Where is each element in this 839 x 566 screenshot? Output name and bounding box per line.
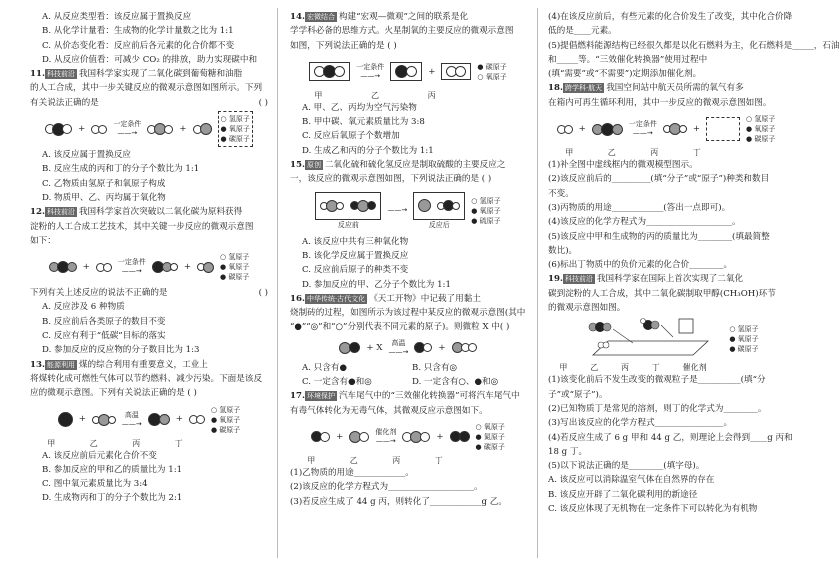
sub-question: A. 该反应可以消除温室气体在自然界的存在 [548,475,715,486]
option: D. 生成物丙和丁的分子个数比为 2:1 [42,493,183,504]
question-text [30,96,268,110]
question-text: 淀粉的人工合成工艺技术，其中关键一步反应的微观示意图 [30,221,254,232]
sub-question: (5)以下说法正确的是________(填字母)。 [548,461,705,472]
arrow-label: 高温 [391,338,406,347]
reaction-arrow: 一定条件 ——→ [356,62,385,80]
question-text: 的微观示意图如图。 [548,303,626,314]
arrow-label: 高温 [124,410,139,419]
atom-legend [746,114,775,144]
sub-question: (5)提倡燃料能源结构已经很久都是以化石燃料为主，化石燃料是_____，石油 [548,40,839,51]
molecule-water [92,414,116,426]
label: 甲 [559,363,568,373]
option: B. 参加反应的甲和乙的质量比为 1:1 [42,464,183,475]
molecule-ding [450,431,470,442]
reaction-diagram: + 一定条件 ——→ + ○ 氢原子 ● 氧原子 ● 碳原子 [548,110,784,148]
question-11 [30,67,268,81]
question-17 [290,389,526,403]
question-tag: 跨学科·航天 [564,84,603,93]
molecule-yi [91,125,107,134]
label: 乙 [89,438,98,448]
atom-legend [471,196,500,226]
legend-item: ● 氧原子 [729,335,759,344]
molecule-bing [147,123,173,135]
question-text: 烧制砖的过程，如图所示为该过程中某反应的微观示意图(其中 [290,308,526,319]
legend-item: ● 硫原子 [471,216,501,225]
reaction-diagram: + 一定条件 ——→ + ○ 氢原子 ● 氧原子 ● 碳原子 [30,248,268,286]
legend-item: ● 氧原子 [210,415,241,424]
option: C. 乙物质由氢原子和氧原子构成 [42,178,166,189]
option: A. 只含有● [302,362,347,373]
question-stem: 下列有关上述反应的说法不正确的是 [30,288,168,299]
legend-item: ○ 氢原子 [220,253,250,262]
molecule-ding [193,123,212,135]
question-text: 应的微观示意图。下列有关说法正确的是 ( ) [30,388,197,399]
box-caption: 反应前 [337,220,359,229]
molecule-labels [290,456,460,466]
atom-legend [218,111,253,147]
label: 丙 [427,90,436,100]
question-text: 碳到淀粉的人工合成，其中二氧化碳制取甲醇(CH₃OH)环节 [548,288,776,299]
answer-paren: ( ) [258,97,268,108]
sub-question: (1)乙物质的用途____________。 [290,467,414,478]
sub-question: (6)标出丁物质中的负价元素的化合价________。 [548,260,733,271]
legend-item: ○ 氢原子 [729,325,759,334]
atom-legend [477,62,506,82]
sub-question: (4)在该反应前后，有些元素的化合价发生了改变，其中化合价降 [548,12,793,22]
label: 丁 [434,455,443,465]
molecule-h2 [189,415,205,424]
sub-question: (4)该反应的化学方程式为____________________。 [548,217,741,228]
arrow-label: 一定条件 [628,120,657,129]
question-text: 我国空间站中航天员所需的氧气有多 [606,83,744,94]
sub-question: (3)丙物质的用途____________(答出一点即可)。 [548,202,731,213]
question-number: 11. [30,69,45,80]
legend-item: ○ 氧原子 [477,72,507,81]
question-text: 将煤转化成可燃性气体可以节约燃料、减少污染。下面是该反 [30,373,263,384]
question-stem: 有关说法正确的是 [30,97,99,108]
reaction-diagram: + 一定条件 ——→ + ○ 氢原子 ● 氧原子 ● 碳原子 [30,110,268,148]
option: A. 该反应属于置换反应 [42,150,132,161]
question-text: 我国科学家实现了二氧化碳到葡萄糖和油脂 [78,69,243,80]
question-text: 学学科必备的思维方式。火星制氧的主要反应的微观示意图 [290,26,514,37]
option: C. 一定含有●和◎ [302,377,372,388]
sub-question: B. 该反应开辟了二氧化碳利用的新途径 [548,489,698,500]
molecule-jia [557,125,573,134]
question-tag: 宏微结合 [306,13,335,21]
molecule-jia [311,431,330,442]
question-text: 如下： [30,235,56,246]
molecule-labels [548,148,718,158]
label: 丁 [692,148,701,158]
molecule-yi [349,431,369,443]
reaction-diagram [548,315,784,363]
molecule [452,342,477,353]
legend-item: ● 氧原子 [471,206,501,215]
question-16 [290,292,526,306]
question-text: 有毒气体转化为无毒气体，其微观反应示意图如下。 [290,405,488,416]
atom-legend [729,324,758,354]
label: 甲 [565,148,574,158]
question-12 [30,205,268,219]
molecule-yi [592,123,623,136]
legend-item: ● 碳原子 [746,135,776,144]
sub-question: (2)该反应前后的_________(填“分子”或“原子”)种类和数目 [548,174,770,185]
molecule-co2 [49,261,77,273]
sub-question: (5)该反应中甲和生成物的丙的质量比为________(填最简整 [548,231,770,242]
catalyst-label: 催化剂 [682,363,707,373]
question-text: 在箱内可再生循环利用，其中一步反应的微观示意图如图。 [548,97,772,108]
molecule-labels [290,91,460,101]
legend-item: ● 碳原子 [210,425,241,434]
label: 乙 [349,455,358,465]
label: 甲 [47,438,56,448]
option: D. 参加反应的反应物的分子数目比为 1:3 [42,345,200,356]
question-13 [30,358,268,372]
sub-question: (2)该反应的化学方程式为____________________。 [290,482,483,493]
question-text: 汽车尾气中的“三效催化转换器”可将汽车尾气中 [338,391,520,402]
answer-paren: ( ) [258,288,268,299]
label: 丁 [651,363,660,373]
question-text [30,286,268,300]
molecule [414,342,432,353]
column-middle [290,10,526,509]
reaction-diagram: + X 高温 ——→ + [290,335,526,361]
sub-question: 子”或“原子”)。 [548,389,608,400]
question-text: 我国科学家在国际上首次实现了二氧化 [596,274,744,285]
sub-question: C. 该反应体现了无机物在一定条件下可以转化为有机物 [548,504,758,515]
question-number: 12. [30,207,45,218]
label: 丁 [174,438,183,448]
arrow-label: 一定条件 [113,120,142,129]
question-text: 的人工合成，其中一步关键反应的微观示意图如图所示。下列 [30,83,263,94]
sub-question: (1)补全图中虚线框内的微观模型图示。 [548,160,698,171]
question-number: 18. [548,83,563,94]
question-19 [548,272,784,286]
option: A. 该反应中共有三种氧化物 [302,236,409,247]
legend-item: ● 碳原子 [475,442,505,451]
reactant-box [309,62,350,81]
sub-question: (4)若反应生成了 6 g 甲和 44 g 乙，则理论上会得到____g 丙和 [548,432,793,443]
option: A. 从反应类型看：该反应属于置换反应 [42,12,192,22]
reaction-diagram: 一定条件 ——→ + ● 碳原子 ○ 氧原子 [290,53,526,91]
question-number: 16. [290,293,305,304]
label: 丙 [620,363,629,373]
legend-item: ● 碳原子 [220,135,250,144]
option-row [290,361,526,375]
label: 乙 [590,363,599,373]
column-divider [537,8,538,558]
label: 乙 [370,90,379,100]
legend-item: ● 氮原子 [475,432,505,441]
label: 乙 [607,148,616,158]
reaction-arrow: 一定条件 ——→ [117,258,146,276]
option: D. 从反应价值看：可减少 CO₂ 的排放，助力实现碳中和 [42,54,258,65]
column-left [30,10,268,506]
molecule-labels [548,363,718,373]
question-tag: 科技前沿 [46,70,75,79]
legend-item: ● 氧原子 [220,263,250,272]
molecule-co [148,413,170,426]
atom-legend [220,252,249,282]
question-text: 一，该反应的微观示意图如图，下列说法正确的是 ( ) [290,174,492,185]
label: 甲 [307,455,316,465]
reaction-diagram: + 催化剂 ——→ + ○ 氧原子 ● 氮原子 ● 碳原子 [290,418,526,456]
atom-legend [476,422,505,452]
reaction-diagram [290,187,526,235]
question-number: 19. [548,274,563,285]
molecule [339,342,360,354]
option: D. 一定含有○、●和◎ [412,377,499,388]
question-number: 13. [30,359,45,370]
sub-question: 数比)。 [548,245,578,256]
option: B. 该化学反应属于置换反应 [302,250,409,261]
option: B. 从化学计量看：生成物的化学计量数之比为 1:1 [42,26,234,37]
arrow-label: 一定条件 [117,258,146,267]
question-text: 构建“宏观—微观”之间的联系是化 [338,12,469,22]
sub-question: 不变。 [548,188,574,199]
legend-item: ● 碳原子 [220,273,250,282]
reaction-arrow: 一定条件 ——→ [113,120,142,138]
option: D. 物质甲、乙、丙均属于氧化物 [42,192,166,203]
catalyst-diagram [573,315,723,363]
question-15 [290,158,526,172]
column-right [548,10,839,516]
question-tag: 原创 [306,161,321,170]
arrow-label: 催化剂 [375,427,397,436]
legend-item: ● 碳原子 [729,345,759,354]
product-box [390,62,422,81]
sub-question: (2)已知物质丁是常见的溶剂，则丁的化学式为________。 [548,403,767,414]
question-tag: 科技前沿 [564,275,593,284]
sub-question: (3)若反应生成了 44 g 丙，则转化了____________g 乙。 [290,496,507,507]
after-panel [413,192,465,230]
option: C. 从价态变化看：反应前后各元素的化合价都不变 [42,40,235,51]
option: B. 甲中碳、氧元素质量比为 3:8 [302,117,425,128]
sub-question: (1)该变化前后不发生改变的微观粒子是__________(填“分 [548,375,766,386]
legend-item: ○ 氢原子 [746,115,776,124]
question-18 [548,81,784,95]
sub-question: 18 g 丁。 [548,446,588,457]
question-tag: 中华传统·古代文化 [306,294,366,303]
label: 丙 [392,455,401,465]
molecule-bing [402,431,430,443]
question-14 [290,10,526,24]
molecule-labels [30,439,200,449]
sub-question: (填“需要”或“不需要”)定期添加催化剂。 [548,69,702,80]
legend-item: ○ 氢原子 [471,196,501,205]
legend-item: ○ 氧原子 [475,422,505,431]
legend-item: ● 氧原子 [746,125,776,134]
option: C. 图中氧元素质量比为 3:4 [42,479,148,490]
label: 丙 [132,438,141,448]
option: A. 甲、乙、丙均为空气污染物 [302,102,417,113]
reaction-arrow: 高温 ——→ [388,338,409,356]
label: 丙 [650,148,659,158]
reaction-arrow: 高温 ——→ [121,410,142,428]
question-text: 我国科学家首次突破以二氧化碳为原料获得 [78,207,243,218]
arrow-label: 一定条件 [356,62,385,71]
option: C. 反应有利于“低碳”目标的落实 [42,331,166,342]
question-tag: 环境保护 [306,392,335,401]
legend-item: ○ 氢原子 [220,115,250,124]
sub-question: 和_____等。“三效催化转换器”使用过程中 [548,54,708,65]
question-number: 15. [290,160,305,171]
legend-item: ● 碳原子 [477,62,507,71]
question-text: “●”“◎”和“○”分别代表不同元素的原子)。则微粒 X 中( ) [290,322,510,333]
before-panel [315,192,381,230]
option: D. 生成乙和丙的分子个数比为 1:1 [302,145,434,156]
molecule-carbon [58,412,73,427]
column-divider [277,8,278,558]
option: B. 只含有◎ [412,362,458,373]
question-tag: 科技前沿 [46,208,75,217]
label: 甲 [314,90,323,100]
reaction-arrow: ——→ [387,206,408,215]
reaction-arrow: 催化剂 ——→ [375,427,397,445]
sub-question: (3)写出该反应的化学方程式________________。 [548,418,733,429]
question-text: 煤的综合利用有重要意义，工业上 [78,359,208,370]
question-text: 二氧化硫和硫化氢反应是制取硫酸的主要反应之 [324,160,506,171]
box-caption: 反应后 [428,220,450,229]
legend-item: ● 氧原子 [220,125,250,134]
molecule-jia [45,123,72,136]
atom-legend [211,405,240,435]
option-row [290,375,526,389]
product-box [441,63,471,80]
option: A. 该反应前后元素化合价不变 [42,450,157,461]
question-number: 17. [290,391,305,402]
question-text: 《天工开物》中记载了用黏土 [369,293,481,304]
question-text: 如图，下列说法正确的是 ( ) [290,40,397,51]
sub-question: 低的是____元素。 [548,26,617,37]
option: C. 反应前后原子的种类不变 [302,265,409,276]
molecule-methanol [152,261,178,273]
option: B. 反应前后各类原子的数目不变 [42,316,166,327]
reaction-diagram: + 高温 ——→ + ○ 氢原子 ● 氧原子 ● 碳原子 [30,401,268,439]
molecule-bing [663,123,687,135]
option: C. 反应后氧原子个数增加 [302,131,400,142]
question-number: 14. [290,12,305,22]
option: A. 反应涉及 6 种物质 [42,302,125,313]
reaction-arrow: 一定条件 ——→ [628,120,657,138]
option: D. 参加反应的甲、乙分子个数比为 1:1 [302,279,451,290]
option: B. 反应生成的丙和丁的分子个数比为 1:1 [42,164,200,175]
question-tag: 能源利用 [46,360,75,369]
legend-item: ○ 氢原子 [210,405,241,414]
molecule-h2 [96,263,112,272]
blank-model-box[interactable] [706,117,740,141]
molecule-water [197,262,214,273]
